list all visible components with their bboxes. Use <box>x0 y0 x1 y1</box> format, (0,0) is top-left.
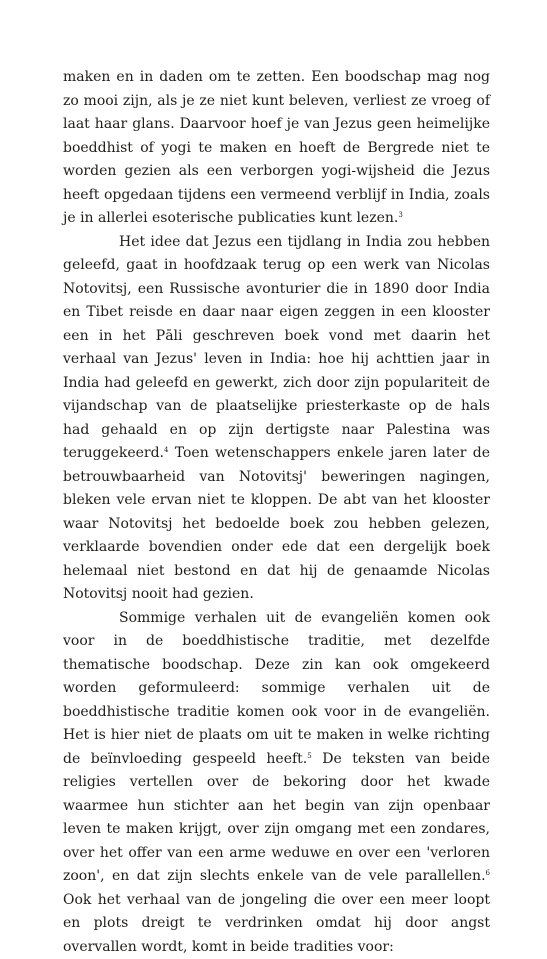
paragraph-text: De teksten van beide religies vertellen over de bekoring door het kwade waarmee hun stichter aan het begin van zijn openbaar leven te maken krijgt, over zijn omgang met een zondares, over het offer van een arme weduwe en over een 'verloren zoon', en dat zijn slechts enkele van de vele parallellen. <box>63 751 490 885</box>
paragraph-text: Het idee dat Jezus een tijdlang in India zou hebben geleefd, gaat in hoofdzaak terug op een werk van Nicolas Notovitsj, een Russische avonturier die in 1890 door India en Tibet reisde en daar naar eigen zeggen in een klooster een in het Pāli geschreven boek vond met daarin het verhaal van Jezus' leven in India: hoe hij achttien jaar in India had geleefd en gewerkt, zich door zijn populariteit de vijandschap van de plaatselijke priesterkaste op de hals had gehaald en op zijn dertigste naar Palestina was teruggekeerd. <box>63 234 490 462</box>
footnote-ref-6: 6 <box>486 869 490 877</box>
paragraph-text: Ook het verhaal van de jongeling die over een meer loopt en plots dreigt te verdrinken omdat hij door angst overvallen wordt, komt in beide tradities voor: <box>63 892 490 955</box>
footnote-ref-4: 4 <box>164 446 168 454</box>
footnote-ref-5: 5 <box>307 752 311 760</box>
paragraph-3 <box>63 607 490 959</box>
page-text <box>63 66 490 959</box>
paragraph-text: Toen wetenschappers enkele jaren later de betrouwbaarheid van Notovitsj' beweringen nagingen, bleken vele ervan niet te kloppen. De abt van het klooster waar Notovitsj het bedoelde boek zou hebben gelezen, verklaarde bovendien onder ede dat een dergelijk boek helemaal niet bestond en dat hij de genaamde Nicolas Notovitsj nooit had gezien. <box>63 445 490 602</box>
paragraph-text: Sommige verhalen uit de evangeliën komen ook voor in de boeddhistische traditie, met dezelfde thematische boodschap. Deze zin kan ook omgekeerd worden geformuleerd: sommige verhalen uit de boeddhistische traditie komen ook voor in de evangeliën. Het is hier niet de plaats om uit te maken in welke richting de beïnvloeding gespeeld heeft. <box>63 610 490 767</box>
paragraph-2 <box>63 231 490 607</box>
paragraph-1 <box>63 66 490 231</box>
footnote-ref-3: 3 <box>398 211 402 219</box>
paragraph-text: maken en in daden om te zetten. Een boodschap mag nog zo mooi zijn, als je ze niet kunt beleven, verliest ze vroeg of laat haar glans. Daarvoor hoef je van Jezus geen heimelijke boeddhist of yogi te maken en hoeft de Bergrede niet te worden gezien als een verborgen yogi-wijsheid die Jezus heeft opgedaan tijdens een vermeend verblijf in India, zoals je in allerlei esoterische publicaties kunt lezen. <box>63 69 490 226</box>
